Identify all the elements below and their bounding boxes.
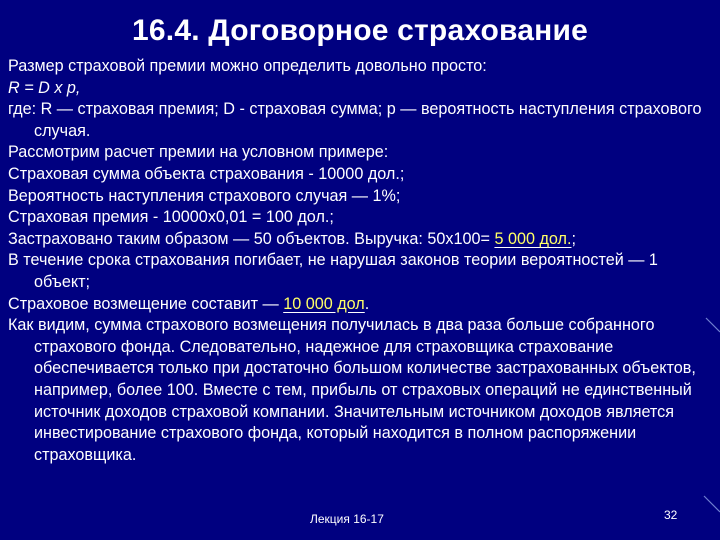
text-line: Страховая сумма объекта страхования - 10000 дол.; bbox=[8, 164, 405, 183]
page-number: 32 bbox=[664, 508, 678, 522]
text-line: В течение срока страхования погибает, не нарушая законов теории вероятностей — 1 объект; bbox=[8, 251, 658, 291]
text-line: Рассмотрим расчет премии на условном примере: bbox=[8, 143, 389, 162]
formula-text: R = D x p, bbox=[8, 78, 81, 97]
deco-line-2 bbox=[704, 496, 720, 512]
slide-title: 16.4. Договорное страхование bbox=[132, 14, 588, 47]
text-line bbox=[8, 229, 708, 251]
formula-line bbox=[8, 78, 708, 100]
footer-lecture: Лекция 16-17 bbox=[310, 512, 384, 526]
text-line: Размер страховой премии можно определить довольно просто: bbox=[8, 57, 487, 75]
text-line: Вероятность наступления страхового случая — 1%; bbox=[8, 186, 401, 205]
text-before: Страховое возмещение составит — bbox=[8, 294, 284, 313]
text-after: ; bbox=[571, 229, 576, 248]
text-line: Страховая премия - 10000х0,01 = 100 дол.; bbox=[8, 208, 334, 227]
text-before: Застраховано таким образом — 50 объектов. Выручка: 50х100= bbox=[8, 229, 495, 248]
deco-line-1 bbox=[706, 318, 720, 332]
highlighted-amount: 5 000 дол. bbox=[494, 229, 572, 248]
highlighted-amount: 10 000 дол bbox=[283, 294, 365, 313]
text-line: где: R — страховая премия; D - страховая сумма; p — вероятность наступления страхового случая. bbox=[8, 100, 702, 140]
slide-body bbox=[8, 56, 708, 466]
text-after: . bbox=[364, 294, 370, 313]
text-line: Как видим, сумма страхового возмещения получилась в два раза больше собранного страхового фонда. Следовательно, надежное для страховщика страхование обеспечивается только при достаточно большом количестве застрахованных объектов, например, более 100. Вместе с тем, прибыль от страховых операций не единственный источник доходов страховой компании. Значительным источником доходов является инвестирование страхового фонда, который находится в полном распоряжении страховщика. bbox=[8, 316, 696, 464]
text-line bbox=[8, 294, 708, 316]
